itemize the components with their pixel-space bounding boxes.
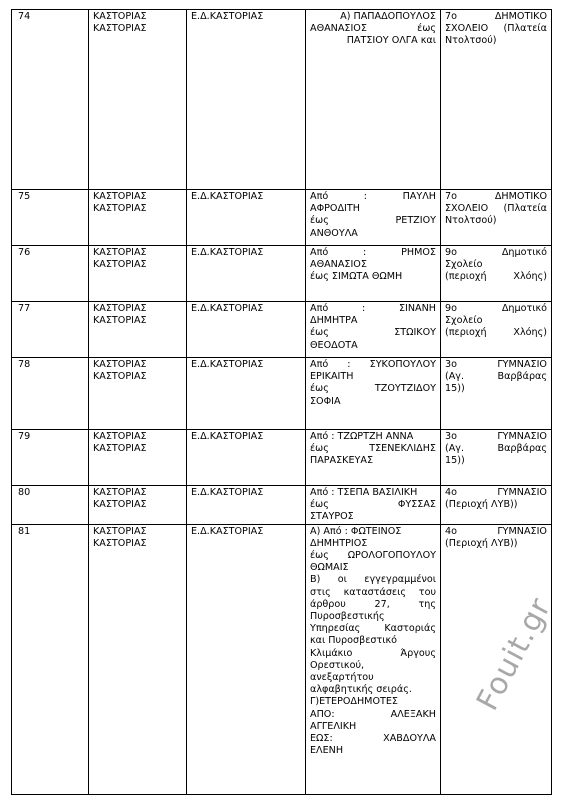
municipality-cell [89,524,187,794]
polling-location-cell [441,302,552,358]
polling-location-line: (Περιοχή ΛΥΒ)) [445,537,518,549]
municipality-line: ΚΑΣΤΟΡΙΑΣ [93,443,147,455]
polling-location-line: Ντολτσού) [445,215,497,227]
polling-location-line: Σχολείο [445,315,483,327]
voter-range-line: ΔΗΜΗΤΡΑ [310,315,358,327]
municipality-cell [89,430,187,486]
electoral-unit: Ε.Δ.ΚΑΣΤΟΡΙΑΣ [191,303,264,314]
polling-location-cell [441,190,552,246]
municipality-line: ΚΑΣΤΟΡΙΑΣ [93,23,147,35]
municipality-line: ΚΑΣΤΟΡΙΑΣ [93,247,147,258]
polling-location-line: 9ο Δημοτικό [445,303,547,314]
row-number-cell [12,190,89,246]
voter-range-line: ΕΡΙΚΑΙΤΗ [310,371,354,383]
row-number-cell [12,430,89,486]
voter-range-line: έως ΤΣΕΝΕΚΛΙΔΗΣ [310,443,436,455]
electoral-unit-cell [187,190,306,246]
polling-location-line: 3ο ΓΥΜΝΑΣΙΟ [445,359,547,370]
polling-location-cell [441,430,552,486]
row-number: 80 [18,487,31,498]
polling-location-line: Ντολτσού) [445,35,497,47]
municipality-cell [89,358,187,430]
electoral-unit: Ε.Δ.ΚΑΣΤΟΡΙΑΣ [191,359,264,370]
municipality-line: ΚΑΣΤΟΡΙΑΣ [93,303,147,314]
row-number: 78 [18,359,31,370]
table-row [12,246,552,302]
table-row [12,524,552,794]
row-number-cell [12,486,89,525]
voter-range-line: Από : ΡΗΜΟΣ [310,247,436,258]
electoral-unit-cell [187,10,306,190]
voter-range-line: έως ΦΥΣΣΑΣ [310,499,436,511]
voter-range-line: ΠΑΡΑΣΚΕΥΑΣ [310,455,374,467]
polling-location-cell [441,246,552,302]
municipality-line: ΚΑΣΤΟΡΙΑΣ [93,191,147,202]
table-row [12,190,552,246]
table-row [12,10,552,190]
table-row [12,302,552,358]
municipality-cell [89,486,187,525]
municipality-line: ΚΑΣΤΟΡΙΑΣ [93,315,147,327]
polling-location-line: (περιοχή Χλόης) [445,327,547,339]
polling-location-line: 3ο ΓΥΜΝΑΣΙΟ [445,431,547,442]
voter-range-line: ΑΓΓΕΛΙΚΗ [310,720,357,732]
voter-range-line: Πυροσβεστικής [310,611,385,623]
municipality-cell [89,190,187,246]
row-number-cell [12,246,89,302]
voter-range-line: Από : ΣΥΚΟΠΟΥΛΟΥ [310,359,436,370]
municipality-line: ΚΑΣΤΟΡΙΑΣ [93,259,147,271]
voter-range-cell [306,302,441,358]
voter-range-cell [306,524,441,794]
voter-range-line: Α) ΠΑΠΑΔΟΠΟΥΛΟΣ [340,11,436,22]
polling-location-cell [441,10,552,190]
row-number: 79 [18,431,31,442]
electoral-unit-cell [187,246,306,302]
voter-range-line: ΕΩΣ: ΧΑΒΔΟΥΛΑ [310,733,436,745]
voter-range-line: ΑΠΟ: ΑΛΕΞΑΚΗ [310,708,436,720]
voter-range-line: Από : ΠΑΥΛΗ [310,191,436,202]
voter-range-line: ΘΕΟΔΟΤΑ [310,339,358,351]
municipality-line: ΚΑΣΤΟΡΙΑΣ [93,525,147,537]
polling-location-line: 7ο ΔΗΜΟΤΙΚΟ [445,11,547,22]
polling-location-line: 7ο ΔΗΜΟΤΙΚΟ [445,191,547,202]
voter-range-line: ΣΤΑΥΡΟΣ [310,511,354,523]
polling-location-line: (Περιοχή ΛΥΒ)) [445,499,518,511]
voter-range-line: Από : ΣΙΝΑΝΗ [310,303,436,314]
voter-range-line: αλφαβητικής σειράς. [310,684,412,696]
municipality-line: ΚΑΣΤΟΡΙΑΣ [93,431,147,442]
municipality-line: ΚΑΣΤΟΡΙΑΣ [93,487,147,498]
electoral-unit: Ε.Δ.ΚΑΣΤΟΡΙΑΣ [191,431,264,442]
table-body [12,10,552,795]
electoral-unit-cell [187,524,306,794]
municipality-line: ΚΑΣΤΟΡΙΑΣ [93,359,147,370]
polling-location-line: (Αγ. Βαρβάρας [445,371,547,383]
voter-range-line: ΣΟΦΙΑ [310,395,341,407]
polling-location-line: (Αγ. Βαρβάρας [445,443,547,455]
voter-range-line: έως ΡΕΤΖΙΟΥ [310,215,436,227]
voter-range-line: άρθρου 27, της [310,598,436,610]
voter-range-line: ΑΦΡΟΔΙΤΗ [310,203,360,215]
row-number-cell [12,302,89,358]
electoral-unit-cell [187,430,306,486]
voter-range-line: και Πυροσβεστικό [310,635,398,647]
voter-range-line: ΕΛΕΝΗ [310,745,344,757]
municipality-line: ΚΑΣΤΟΡΙΑΣ [93,11,147,22]
polling-location-cell [441,358,552,430]
electoral-unit: Ε.Δ.ΚΑΣΤΟΡΙΑΣ [191,191,264,202]
voter-range-line: ΑΘΑΝΑΣΙΟΣ έως [310,23,436,35]
voter-range-line: ΑΝΘΟΥΛΑ [310,227,358,239]
voter-range-line: ΠΑΤΣΙΟΥ ΟΛΓΑ και [346,35,436,47]
voter-range-line: Ορεστικού, [310,659,365,671]
voter-range-line: Β) οι εγγεγραμμένοι [310,574,436,586]
electoral-unit: Ε.Δ.ΚΑΣΤΟΡΙΑΣ [191,487,264,498]
electoral-unit-cell [187,302,306,358]
polling-location-line: 15)) [445,455,465,467]
electoral-unit: Ε.Δ.ΚΑΣΤΟΡΙΑΣ [191,247,264,258]
voter-range-line: Από : ΤΖΩΡΤΖΗ ΑΝΝΑ [310,431,414,442]
voter-range-cell [306,430,441,486]
polling-location-line: 9ο Δημοτικό [445,247,547,258]
municipality-line: ΚΑΣΤΟΡΙΑΣ [93,371,147,383]
voter-range-line: ΔΗΜΗΤΡΙΟΣ [310,537,368,549]
polling-location-line: 15)) [445,383,465,395]
row-number: 76 [18,247,31,258]
row-number-cell [12,10,89,190]
municipality-line: ΚΑΣΤΟΡΙΑΣ [93,203,147,215]
municipality-cell [89,302,187,358]
electoral-unit-cell [187,486,306,525]
row-number: 75 [18,191,31,202]
voter-range-line: έως ΤΖΟΥΤΖΙΔΟΥ [310,383,436,395]
voter-range-line: έως ΣΙΜΩΤΑ ΘΩΜΗ [310,271,403,283]
voter-range-cell [306,190,441,246]
electoral-unit: Ε.Δ.ΚΑΣΤΟΡΙΑΣ [191,525,264,537]
row-number: 77 [18,303,31,314]
municipality-line: ΚΑΣΤΟΡΙΑΣ [93,537,147,549]
voter-range-line: Γ)ΕΤΕΡΟΔΗΜΟΤΕΣ [310,696,398,708]
polling-location-line: 4ο ΓΥΜΝΑΣΙΟ [445,525,547,537]
electoral-unit: Ε.Δ.ΚΑΣΤΟΡΙΑΣ [191,11,264,22]
voter-range-line: Α) Από : ΦΩΤΕΙΝΟΣ [310,525,402,537]
voter-range-line: ΑΘΑΝΑΣΙΟΣ [310,259,367,271]
voter-range-cell [306,246,441,302]
voter-range-line: ανεξαρτήτου [310,672,374,684]
voter-range-line: έως ΩΡΟΛΟΓΟΠΟΥΛΟΥ [310,550,436,562]
polling-location-line: ΣΧΟΛΕΙΟ (Πλατεία [445,203,547,215]
row-number-cell [12,358,89,430]
voter-range-cell [306,358,441,430]
voter-range-line: Από : ΤΣΕΠΑ ΒΑΣΙΛΙΚΗ [310,487,418,498]
polling-location-cell [441,486,552,525]
voter-range-line: στις καταστάσεις του [310,586,436,598]
voter-range-line: Υπηρεσίας Καστοριάς [310,623,436,635]
voter-range-cell [306,486,441,525]
municipality-line: ΚΑΣΤΟΡΙΑΣ [93,499,147,511]
polling-location-line: 4ο ΓΥΜΝΑΣΙΟ [445,487,547,498]
row-number: 81 [18,525,31,537]
municipality-cell [89,246,187,302]
polling-location-line: Σχολείο [445,259,483,271]
voter-range-cell [306,10,441,190]
voter-range-line: ΘΩΜΑΙΣ [310,562,349,574]
polling-location-line: ΣΧΟΛΕΙΟ (Πλατεία [445,23,547,35]
polling-stations-table [11,9,552,795]
polling-location-line: (περιοχή Χλόης) [445,271,547,283]
table-row [12,486,552,525]
table-row [12,430,552,486]
municipality-cell [89,10,187,190]
watermark: Fouit.gr [470,591,559,717]
voter-range-line: έως ΣΤΩΙΚΟΥ [310,327,436,339]
voter-range-line: Κλιμάκιο Άργους [310,647,436,659]
row-number: 74 [18,11,31,22]
row-number-cell [12,524,89,794]
table-row [12,358,552,430]
electoral-unit-cell [187,358,306,430]
